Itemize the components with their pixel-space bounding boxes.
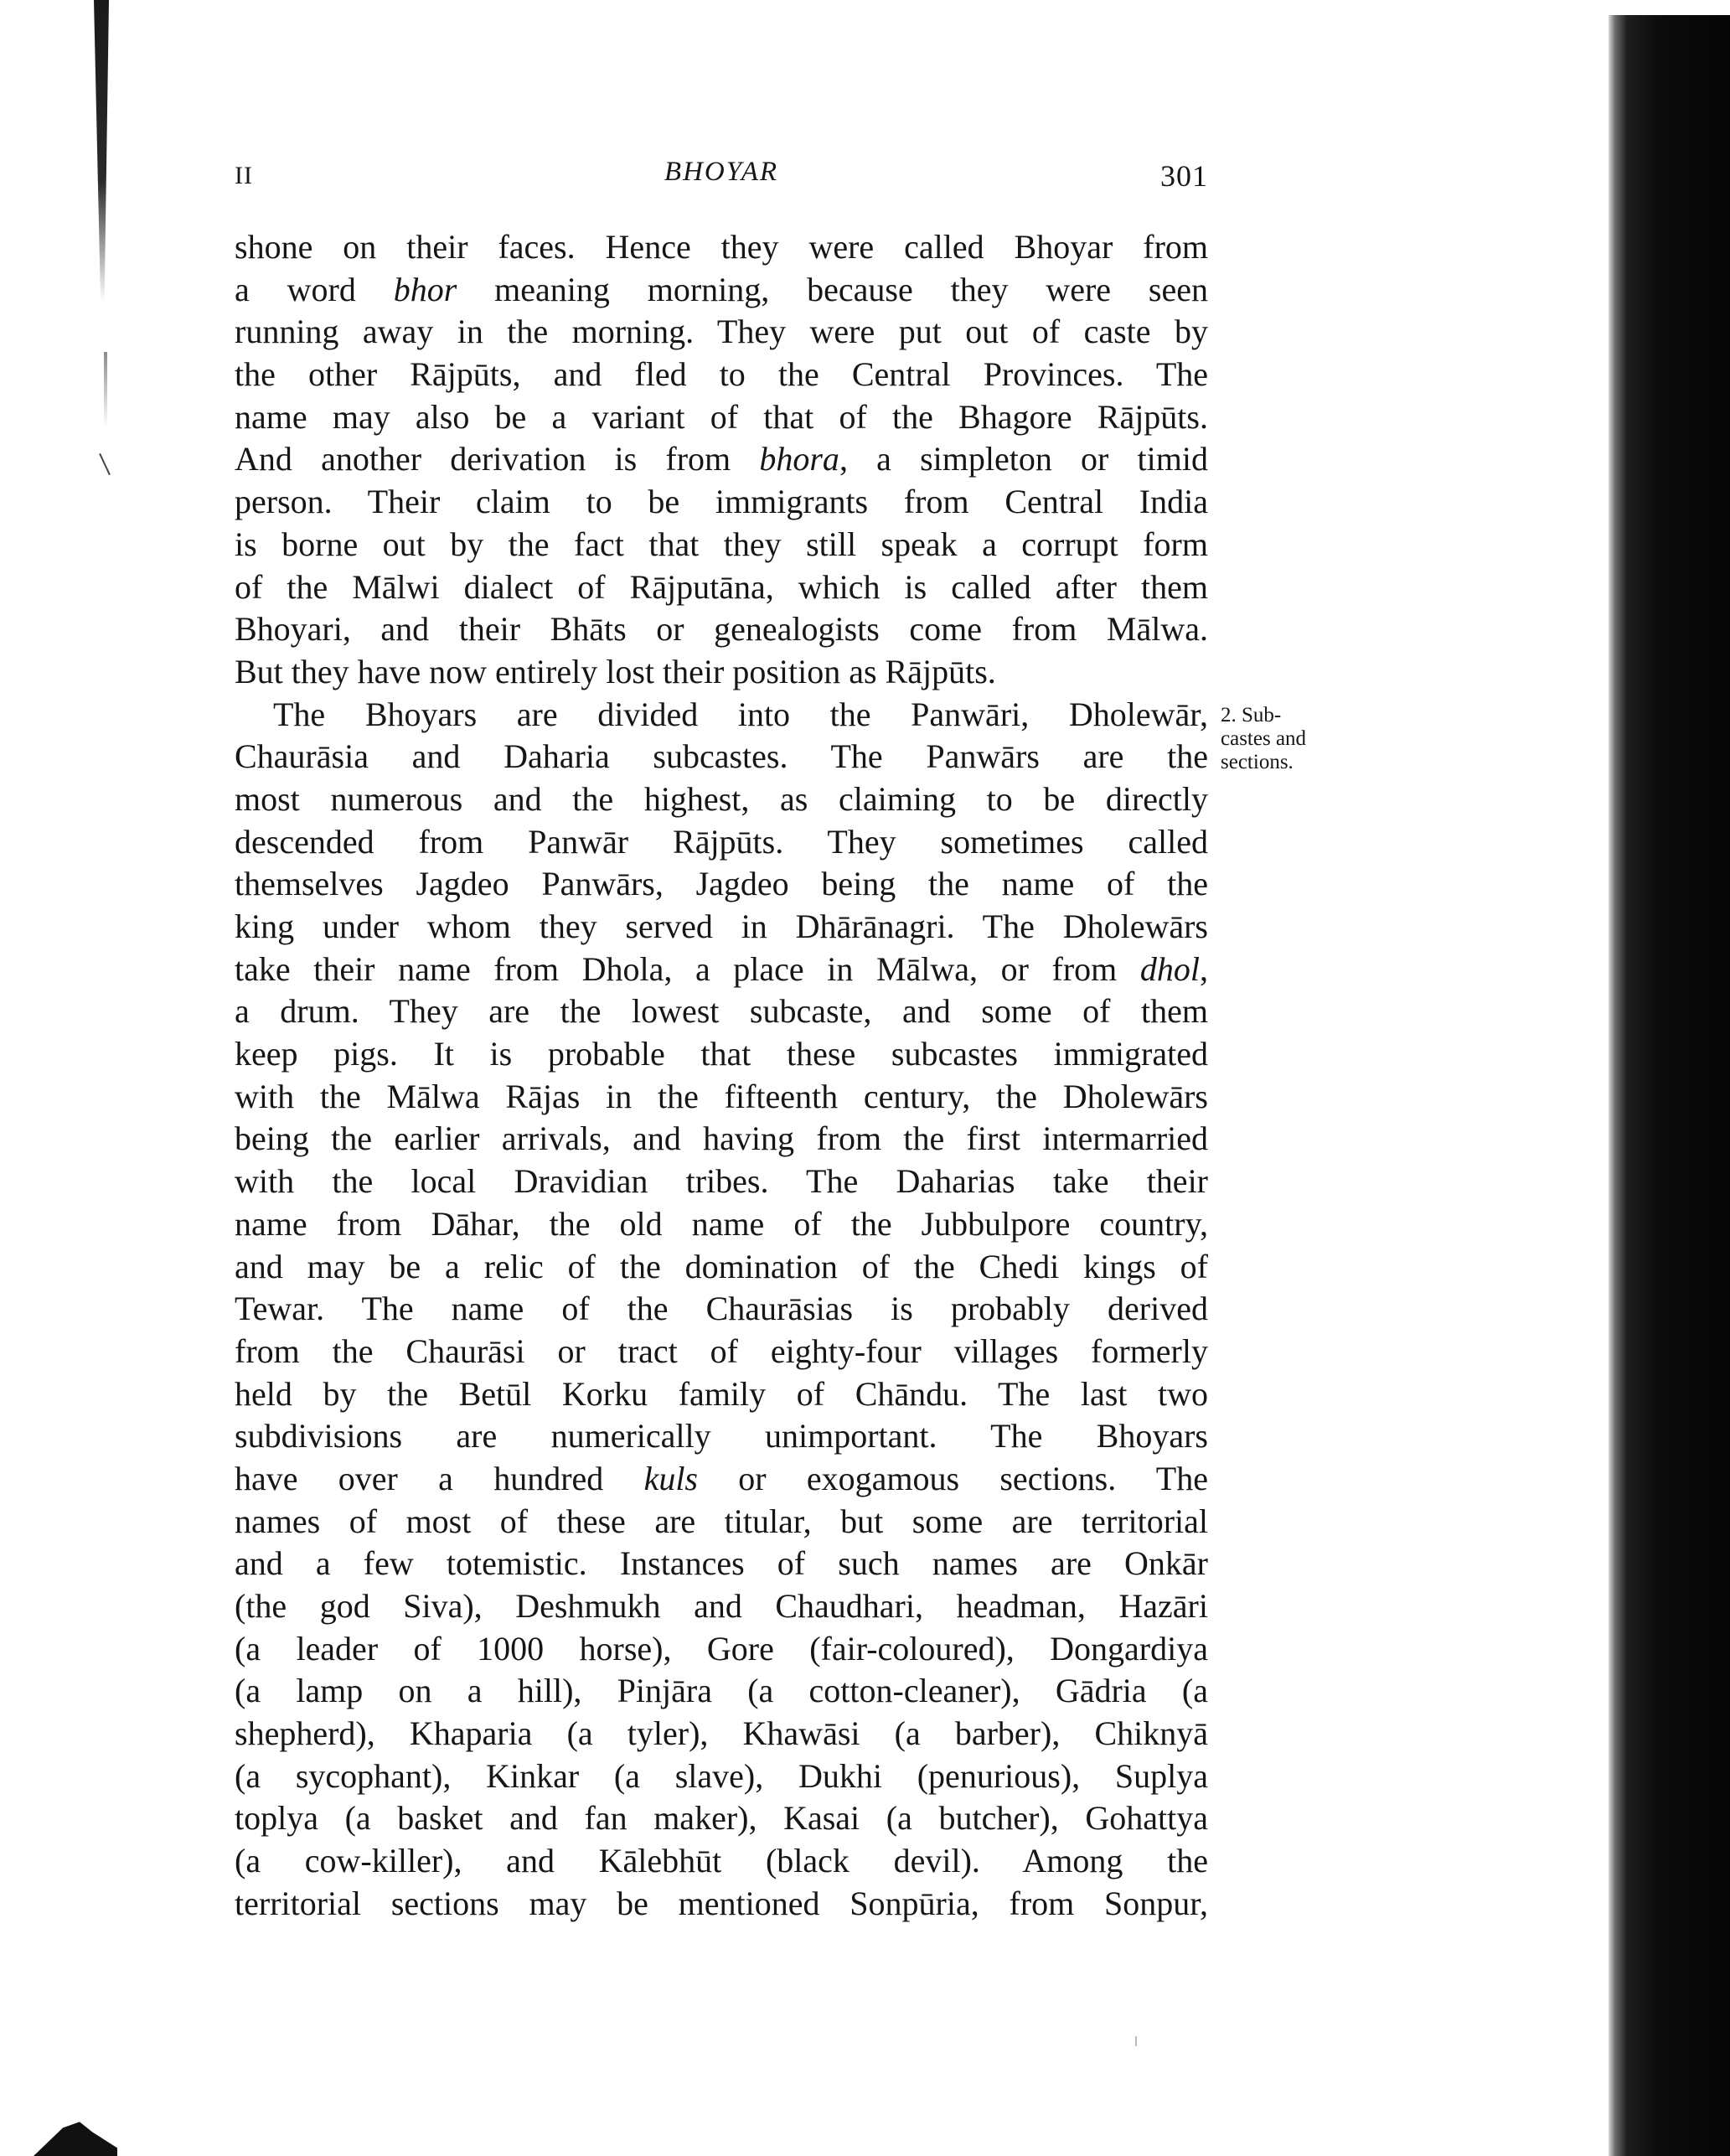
scan-edge-right: [1609, 15, 1730, 2156]
text-line: The Bhoyars are divided into the Panwāri, Dholewār,: [273, 695, 1208, 733]
text-line: the other Rājpūts, and fled to the Central Provinces. The: [235, 355, 1208, 394]
text-line: Chaurāsia and Daharia subcastes. The Panwārs are the: [235, 737, 1208, 776]
text-line: of the Mālwi dialect of Rājputāna, which is called after them: [235, 567, 1208, 606]
text-line: and a few totemistic. Instances of such names are Onkār: [235, 1544, 1208, 1583]
scan-speck-left: [104, 352, 107, 427]
text-line: subdivisions are numerically unimportant. The Bhoyars: [235, 1417, 1208, 1455]
text-line: shepherd), Khaparia (a tyler), Khawāsi (a barber), Chiknyā: [235, 1714, 1208, 1753]
text-line: a drum. They are the lowest subcaste, and some of them: [235, 992, 1208, 1031]
body-text: [235, 226, 1208, 1926]
margin-note: [1221, 704, 1346, 774]
text-line: running away in the morning. They were put out of caste by: [235, 313, 1208, 351]
text-line: And another derivation is from bhora, a simpleton or timid: [235, 440, 1208, 478]
text-line: Bhoyari, and their Bhāts or genealogists come from Mālwa.: [235, 610, 1208, 649]
text-line: most numerous and the highest, as claiming to be directly: [235, 779, 1208, 818]
text-line: But they have now entirely lost their position as Rājpūts.: [235, 652, 996, 690]
text-line: territorial sections may be mentioned Sonpūria, from Sonpur,: [235, 1884, 1208, 1922]
text-line: held by the Betūl Korku family of Chāndu. The last two: [235, 1374, 1208, 1413]
text-line: king under whom they served in Dhārānagri. The Dholewārs: [235, 907, 1208, 945]
running-title: BHOYAR: [664, 157, 779, 187]
scan-tick-left: [99, 453, 111, 475]
text-line: Tewar. The name of the Chaurāsias is probably derived: [235, 1290, 1208, 1328]
margin-note-line: sections.: [1221, 751, 1294, 773]
text-line: name may also be a variant of that of the Bhagore Rājpūts.: [235, 397, 1208, 436]
text-line: take their name from Dhola, a place in Mālwa, or from dhol,: [235, 949, 1208, 988]
chapter-number: II: [235, 162, 253, 189]
text-line: (a sycophant), Kinkar (a slave), Dukhi (penurious), Suplya: [235, 1756, 1208, 1795]
text-line: person. Their claim to be immigrants from Central India: [235, 483, 1208, 521]
text-line: names of most of these are titular, but some are territorial: [235, 1502, 1208, 1540]
scan-speck: [1135, 2036, 1137, 2046]
text-line: a word bhor meaning morning, because they were seen: [235, 270, 1208, 308]
text-line: from the Chaurāsi or tract of eighty-four villages formerly: [235, 1331, 1208, 1370]
text-line: with the Mālwa Rājas in the fifteenth century, the Dholewārs: [235, 1077, 1208, 1115]
page-number: 301: [1160, 159, 1208, 193]
scan-edge-left: [94, 0, 109, 302]
text-line: themselves Jagdeo Panwārs, Jagdeo being the name of the: [235, 865, 1208, 903]
text-line: have over a hundred kuls or exogamous sections. The: [235, 1459, 1208, 1497]
text-line: (a lamp on a hill), Pinjāra (a cotton-cleaner), Gādria (a: [235, 1672, 1208, 1710]
margin-note-line: 2. Sub-: [1221, 704, 1282, 726]
text-line: descended from Panwār Rājpūts. They sometimes called: [235, 822, 1208, 861]
text-line: being the earlier arrivals, and having from the first intermarried: [235, 1119, 1208, 1158]
text-line: and may be a relic of the domination of the Chedi kings of: [235, 1247, 1208, 1285]
text-line: (the god Siva), Deshmukh and Chaudhari, headman, Hazāri: [235, 1587, 1208, 1625]
margin-note-line: castes and: [1221, 727, 1307, 750]
text-line: shone on their faces. Hence they were called Bhoyar from: [235, 228, 1208, 266]
text-line: toplya (a basket and fan maker), Kasai (a butcher), Gohattya: [235, 1799, 1208, 1838]
running-header: [235, 157, 1208, 204]
text-line: (a leader of 1000 horse), Gore (fair-coloured), Dongardiya: [235, 1629, 1208, 1667]
text-line: (a cow-killer), and Kālebhūt (black devil). Among the: [235, 1842, 1208, 1880]
text-line: keep pigs. It is probable that these subcastes immigrated: [235, 1035, 1208, 1073]
text-line: is borne out by the fact that they still speak a corrupt form: [235, 525, 1208, 563]
text-line: with the local Dravidian tribes. The Daharias take their: [235, 1162, 1208, 1201]
text-line: name from Dāhar, the old name of the Jubbulpore country,: [235, 1204, 1208, 1243]
scan-corner-blot: [34, 2116, 117, 2156]
